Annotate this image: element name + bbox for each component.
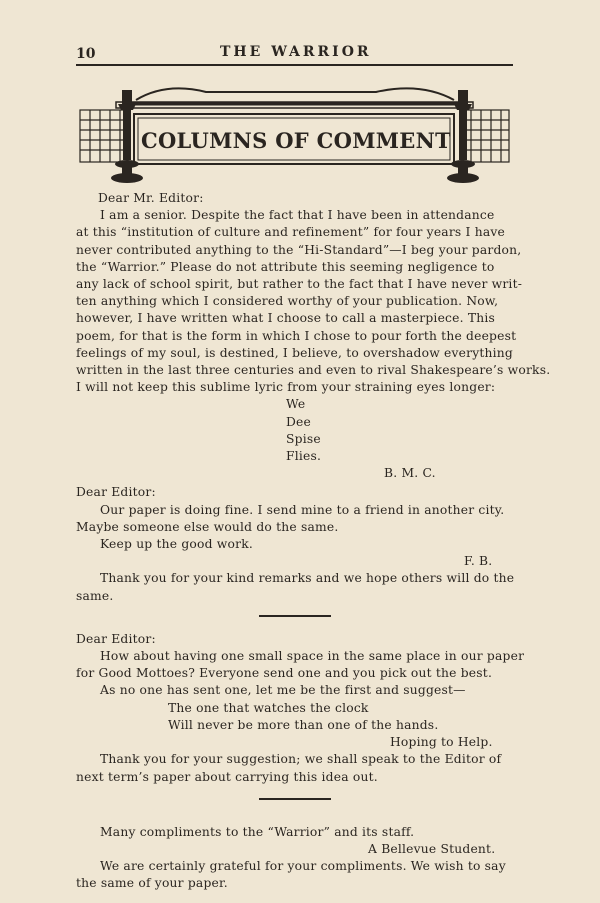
text-line: for Good Mottoes? Everyone send one and you pick out the best. [76, 666, 493, 681]
editor-reply: same. [76, 588, 114, 603]
poem-line: We [286, 397, 306, 412]
signature: F. B. [464, 554, 493, 569]
editor-reply: Thank you for your suggestion; we shall speak to the Editor of [100, 752, 502, 767]
editor-reply: the same of your paper. [76, 876, 228, 891]
text-line: ten anything which I considered worthy of your publication. Now, [76, 294, 499, 309]
text-line: written in the last three centuries and even to rival Shakespeare’s works. [76, 363, 551, 378]
column-title: COLUMNS OF COMMENT [140, 128, 452, 153]
letter-paragraph [76, 207, 551, 396]
editor-reply: next term’s paper about carrying this idea out. [76, 769, 378, 784]
header-rule [76, 64, 513, 66]
signature: Hoping to Help. [390, 735, 493, 750]
text-line: How about having one small space in the same place in our paper [100, 649, 525, 664]
editor-reply: Thank you for your kind remarks and we hope others will do the [100, 571, 515, 586]
page-number: 10 [76, 46, 96, 62]
motto-line: The one that watches the clock [168, 700, 369, 715]
running-header [76, 42, 513, 62]
text-line: feelings of my soul, is destined, I believe, to overshadow everything [76, 345, 513, 360]
text-line: I am a senior. Despite the fact that I have been in attendance [100, 208, 495, 223]
poem [76, 396, 514, 465]
text-line: however, I have written what I choose to call a masterpiece. This [76, 311, 495, 326]
text-line: poem, for that is the form in which I chose to pour forth the deepest [76, 328, 517, 343]
text-line: never contributed anything to the “Hi-Standard”—I beg your pardon, [76, 242, 522, 257]
poem-line: Spise [286, 431, 321, 446]
salutation: Dear Editor: [76, 631, 156, 646]
text-line: Maybe someone else would do the same. [76, 519, 339, 534]
text-line: Our paper is doing fine. I send mine to a friend in another city. [100, 502, 505, 517]
text-line: I will not keep this sublime lyric from your straining eyes longer: [76, 380, 496, 395]
salutation: Dear Editor: [76, 485, 156, 500]
poem-line: Dee [286, 414, 312, 429]
section-divider [259, 615, 331, 617]
text-line: Keep up the good work. [100, 537, 253, 552]
text-line: at this “institution of culture and refinement” for four years I have [76, 225, 505, 240]
signature: A Bellevue Student. [368, 841, 496, 856]
running-title: THE WARRIOR [220, 44, 372, 60]
poem-line: Flies. [286, 449, 322, 464]
signature: B. M. C. [384, 466, 436, 481]
motto-line: Will never be more than one of the hands. [168, 717, 439, 732]
section-divider [259, 798, 331, 800]
article-body [76, 190, 551, 893]
salutation: Dear Mr. Editor: [98, 191, 204, 205]
text-line: Many compliments to the “Warrior” and its staff. [100, 824, 415, 839]
text-line: As no one has sent one, let me be the first and suggest— [100, 683, 466, 698]
text-line: any lack of school spirit, but rather to the fact that I have never writ- [76, 277, 523, 292]
text-line: the “Warrior.” Please do not attribute this seeming negligence to [76, 259, 495, 274]
editor-reply: We are certainly grateful for your compliments. We wish to say [100, 859, 506, 874]
